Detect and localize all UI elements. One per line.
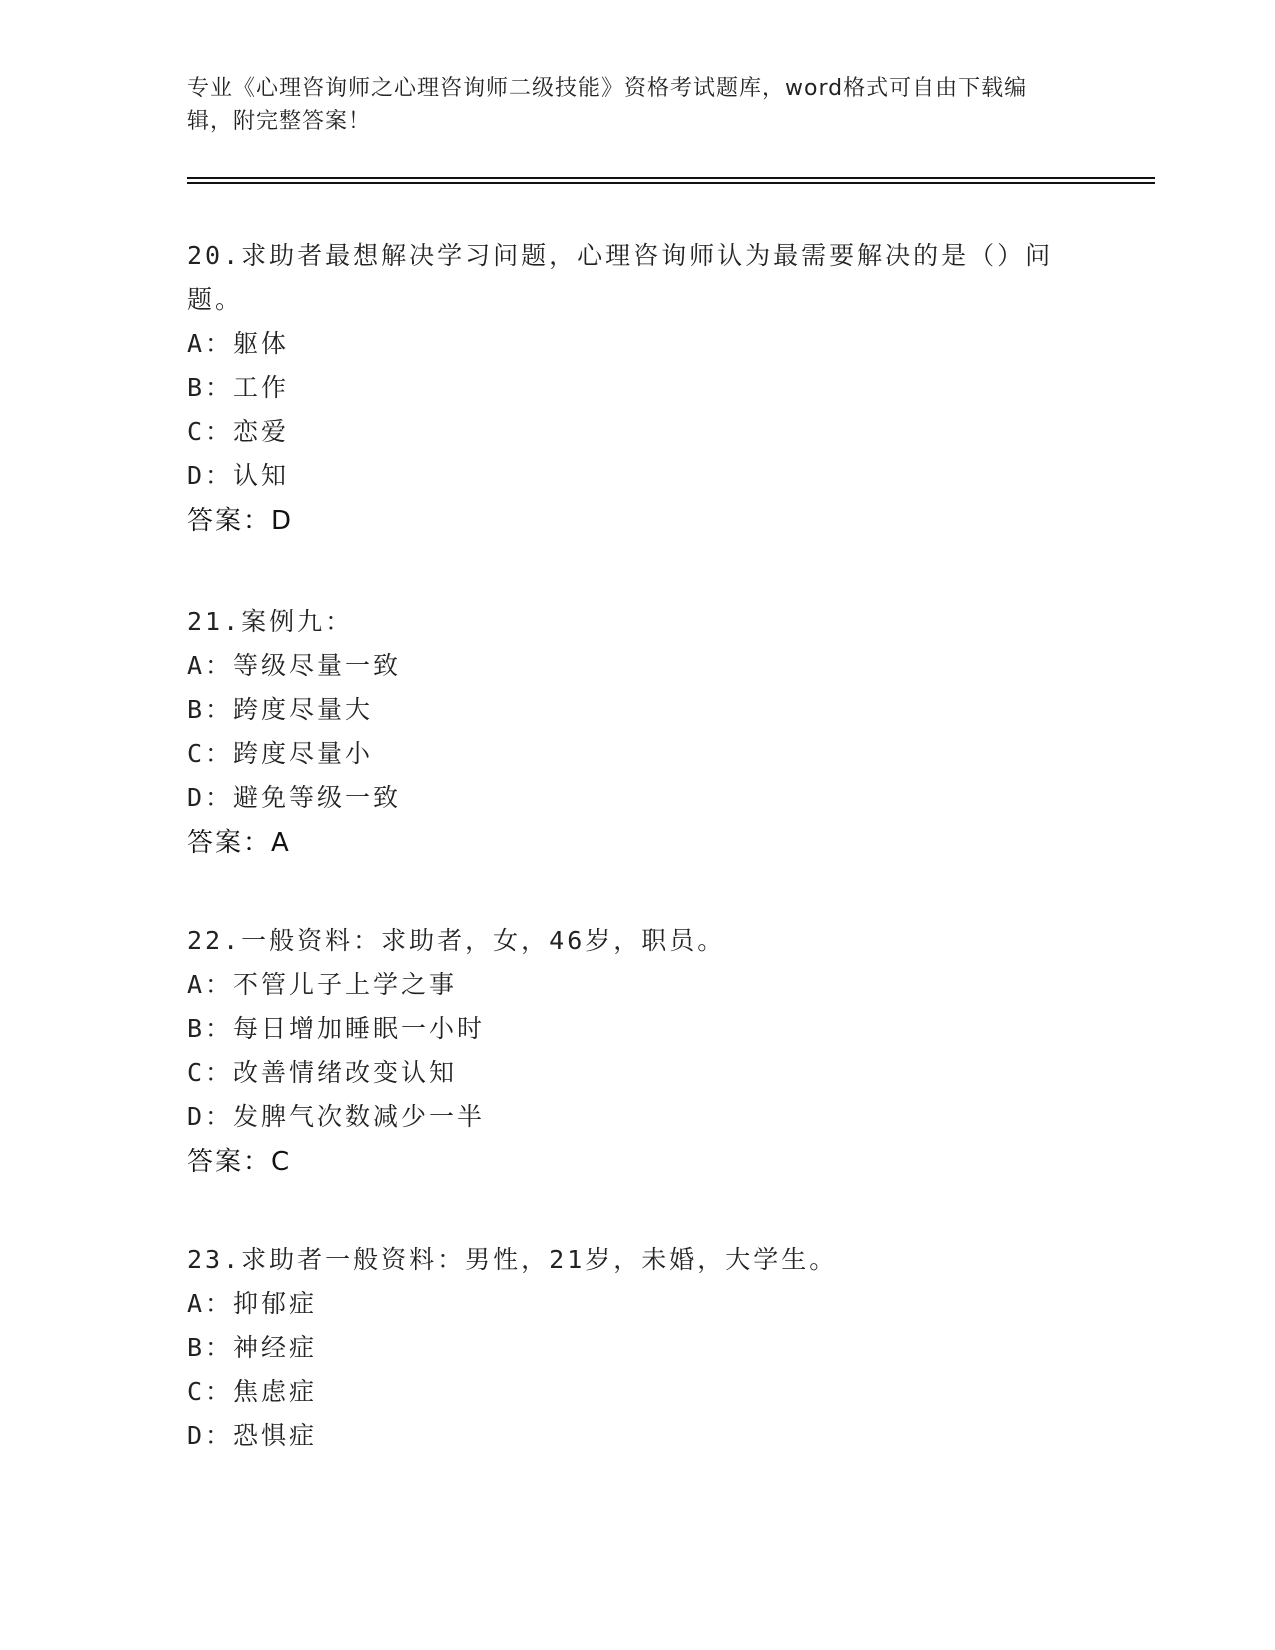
option-d: D：恐惧症 bbox=[187, 1421, 318, 1450]
question-22 bbox=[187, 919, 1087, 1185]
question-20 bbox=[187, 234, 1087, 544]
option-a: A：抑郁症 bbox=[187, 1289, 318, 1318]
answer-text: 答案：D bbox=[187, 506, 294, 536]
question-title: 20.求助者最想解决学习问题，心理咨询师认为最需要解决的是（）问题。 bbox=[187, 241, 1054, 314]
option-b: B：每日增加睡眠一小时 bbox=[187, 1014, 486, 1043]
header-divider-top bbox=[187, 177, 1155, 179]
question-title: 21.案例九： bbox=[187, 607, 354, 636]
option-d: D：避免等级一致 bbox=[187, 783, 402, 812]
answer-text: 答案：A bbox=[187, 828, 291, 858]
option-a: A：躯体 bbox=[187, 329, 290, 358]
option-a: A：等级尽量一致 bbox=[187, 651, 402, 680]
option-b: B：工作 bbox=[187, 373, 290, 402]
header-divider-bottom bbox=[187, 182, 1155, 184]
option-b: B：神经症 bbox=[187, 1333, 318, 1362]
option-b: B：跨度尽量大 bbox=[187, 695, 374, 724]
answer-text: 答案：C bbox=[187, 1147, 292, 1177]
question-title: 22.一般资料：求助者，女，46岁，职员。 bbox=[187, 926, 726, 955]
option-c: C：焦虑症 bbox=[187, 1377, 318, 1406]
option-c: C：改善情绪改变认知 bbox=[187, 1058, 458, 1087]
question-21 bbox=[187, 600, 1087, 866]
question-23 bbox=[187, 1238, 1087, 1458]
option-d: D：发脾气次数减少一半 bbox=[187, 1102, 486, 1131]
option-a: A：不管儿子上学之事 bbox=[187, 970, 458, 999]
document-header: 专业《心理咨询师之心理咨询师二级技能》资格考试题库，word格式可自由下载编辑，附完整答案！ bbox=[187, 76, 1028, 134]
option-d: D：认知 bbox=[187, 461, 290, 490]
option-c: C：跨度尽量小 bbox=[187, 739, 374, 768]
option-c: C：恋爱 bbox=[187, 417, 290, 446]
question-title: 23.求助者一般资料：男性，21岁，未婚，大学生。 bbox=[187, 1245, 838, 1274]
